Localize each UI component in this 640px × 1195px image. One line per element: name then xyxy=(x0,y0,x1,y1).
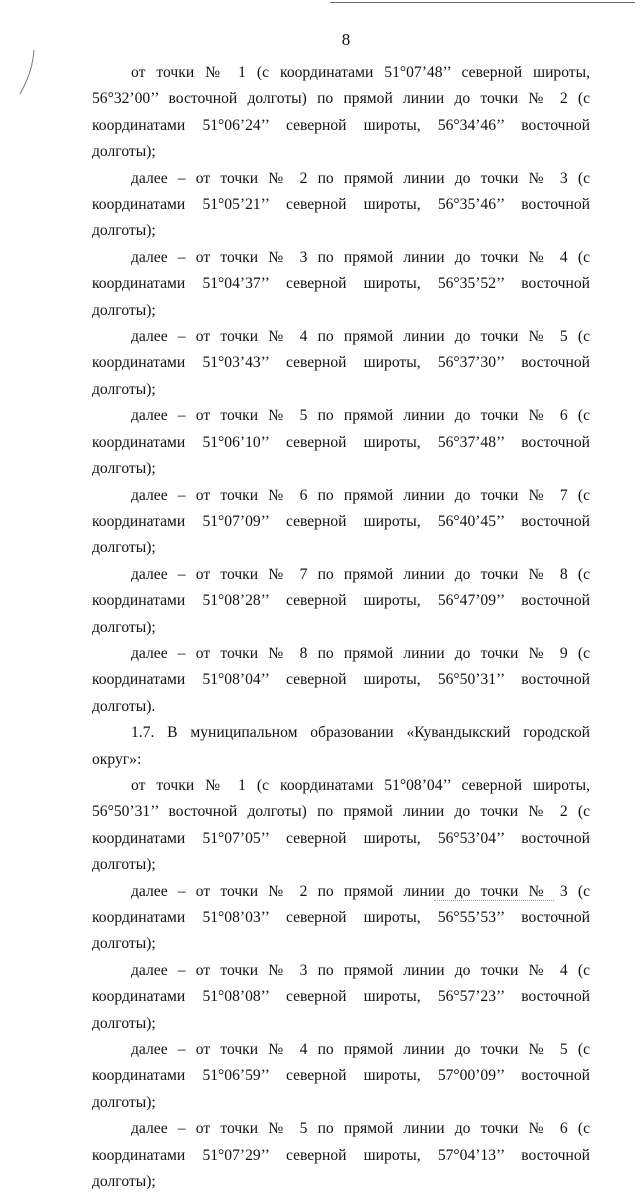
margin-pen-mark xyxy=(18,48,38,98)
paragraph-point-4: далее – от точки № 4 по прямой линии до точки № 5 (с координатами 51°03’43’’ северной широты, 56°37’30’’ восточной долготы); xyxy=(92,328,590,398)
paragraph-point-6: далее – от точки № 6 по прямой линии до точки № 7 (с координатами 51°07’09’’ северной широты, 56°40’45’’ восточной долготы); xyxy=(92,486,590,557)
scan-top-rule xyxy=(330,2,635,3)
paragraph-kuvandyk-point-2: далее – от точки № 2 по прямой линии до точки № 3 (с координатами 51°08’03’’ северной широты, 56°55’53’’ восточной долготы); xyxy=(92,882,590,953)
paragraph-kuvandyk-point-4: далее – от точки № 4 по прямой линии до точки № 5 (с координатами 51°06’59’’ северной широты, 57°00’09’’ восточной долготы); xyxy=(92,1041,590,1111)
paragraph-point-7: далее – от точки № 7 по прямой линии до точки № 8 (с координатами 51°08’28’’ северной широты, 56°47’09’’ восточной долготы); xyxy=(92,565,590,636)
paragraph-kuvandyk-point-1: от точки № 1 (с координатами 51°08’04’’ северной широты, 56°50’31’’ восточной долготы) по прямой линии до точки № 2 (с координатами 51°07’05’’ северной широты, 56°53’04’’ восточной долготы); xyxy=(92,776,590,874)
paragraph-point-5: далее – от точки № 5 по прямой линии до точки № 6 (с координатами 51°06’10’’ северной широты, 56°37’48’’ восточной долготы); xyxy=(92,407,590,478)
paragraph-point-3: далее – от точки № 3 по прямой линии до точки № 4 (с координатами 51°04’37’’ северной широты, 56°35’52’’ восточной долготы); xyxy=(92,248,590,319)
page-number: 8 xyxy=(341,30,351,49)
paragraph-point-8: далее – от точки № 8 по прямой линии до точки № 9 (с координатами 51°08’04’’ северной широты, 56°50’31’’ восточной долготы). xyxy=(92,644,590,715)
paragraph-point-2: далее – от точки № 2 по прямой линии до точки № 3 (с координатами 51°05’21’’ северной широты, 56°35’46’’ восточной долготы); xyxy=(92,169,590,240)
paragraph-point-1: от точки № 1 (с координатами 51°07’48’’ северной широты, 56°32’00’’ восточной долготы) по прямой линии до точки № 2 (с координатами 51°06’24’’ северной широты, 56°34’46’’ восточной долготы); xyxy=(92,64,590,161)
section-heading-1-7: 1.7. В муниципальном образовании «Кувандыкский городской округ»: xyxy=(92,724,590,768)
document-body xyxy=(92,60,590,1195)
paragraph-kuvandyk-point-5: далее – от точки № 5 по прямой линии до точки № 6 (с координатами 51°07’29’’ северной широты, 57°04’13’’ восточной долготы); xyxy=(92,1120,590,1191)
scan-bottom-artifact xyxy=(434,900,554,904)
paragraph-kuvandyk-point-3: далее – от точки № 3 по прямой линии до точки № 4 (с координатами 51°08’08’’ северной широты, 56°57’23’’ восточной долготы); xyxy=(92,961,590,1032)
